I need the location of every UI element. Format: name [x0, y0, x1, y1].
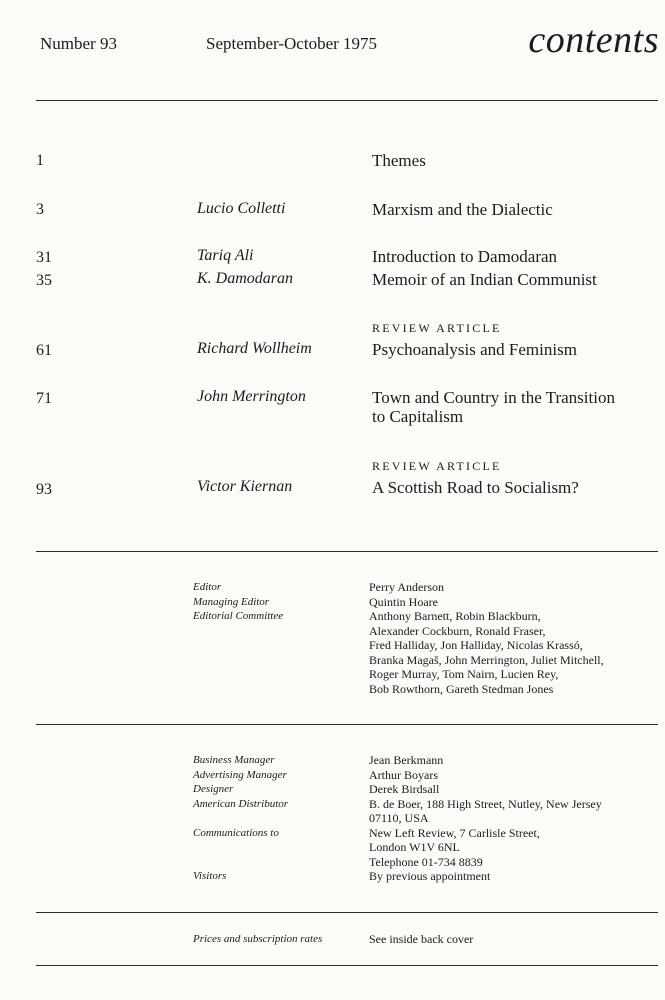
- committee-line: Alexander Cockburn, Ronald Fraser,: [369, 623, 546, 638]
- entry-title[interactable]: Memoir of an Indian Communist: [372, 270, 597, 289]
- prices-value: See inside back cover: [369, 932, 474, 946]
- visitors-label: Visitors: [193, 870, 227, 882]
- divider-business: [36, 724, 658, 725]
- entry-title[interactable]: Themes: [372, 151, 426, 170]
- committee-line: Roger Murray, Tom Nairn, Lucien Rey,: [369, 667, 559, 681]
- entry-page: 31: [36, 249, 52, 266]
- entry-page: 61: [36, 342, 52, 359]
- committee-line: Fred Halliday, Jon Halliday, Nicolas Krassó,: [369, 638, 583, 652]
- entry-title[interactable]: Psychoanalysis and Feminism: [372, 340, 577, 359]
- american-distributor-address: 07110, USA: [369, 811, 429, 825]
- managing-editor-label: Managing Editor: [193, 595, 270, 608]
- communications-label: Communications to: [193, 826, 279, 839]
- divider-top: [36, 100, 658, 101]
- communications-address: London W1V 6NL: [369, 840, 460, 854]
- review-article-label: REVIEW ARTICLE: [372, 459, 502, 473]
- american-distributor-address: B. de Boer, 188 High Street, Nutley, New Jersey: [369, 796, 602, 811]
- entry-author: Victor Kiernan: [197, 478, 293, 495]
- entry-title-continued[interactable]: to Capitalism: [372, 407, 464, 426]
- divider-editorial: [36, 551, 658, 552]
- advertising-manager-name: Arthur Boyars: [369, 767, 438, 782]
- entry-title[interactable]: Town and Country in the Transition: [372, 388, 615, 407]
- communications-address: New Left Review, 7 Carlisle Street,: [369, 825, 540, 840]
- designer-label: Designer: [193, 783, 234, 795]
- entry-title[interactable]: A Scottish Road to Socialism?: [372, 478, 579, 497]
- entry-author: Tariq Ali: [197, 247, 254, 264]
- entry-page: 3: [36, 201, 44, 218]
- page-title: contents: [528, 19, 659, 61]
- business-labels: [193, 753, 288, 884]
- editor-name: Perry Anderson: [369, 580, 444, 594]
- divider-prices: [36, 912, 658, 913]
- entry-page: 71: [36, 390, 52, 407]
- entry-title[interactable]: Marxism and the Dialectic: [372, 200, 553, 219]
- entry-author: John Merrington: [197, 388, 306, 405]
- telephone: Telephone 01-734 8839: [369, 854, 483, 869]
- entry-author: K. Damodaran: [197, 270, 294, 287]
- review-article-label: REVIEW ARTICLE: [372, 321, 502, 335]
- entry-page: 1: [36, 152, 44, 169]
- business-manager-name: Jean Berkmann: [369, 753, 444, 767]
- committee-line: Anthony Barnett, Robin Blackburn,: [369, 609, 541, 623]
- editor-label: Editor: [193, 581, 222, 593]
- entry-author: Lucio Colletti: [197, 200, 286, 217]
- issue-date: September-October 1975: [206, 34, 378, 53]
- visitors-info: By previous appointment: [369, 869, 491, 883]
- editorial-committee-label: Editorial Committee: [193, 610, 284, 622]
- entry-title[interactable]: Introduction to Damodaran: [372, 247, 558, 266]
- editorial-values: [369, 580, 604, 696]
- managing-editor-name: Quintin Hoare: [369, 594, 438, 609]
- prices-label: Prices and subscription rates: [193, 933, 323, 945]
- designer-name: Derek Birdsall: [369, 782, 440, 796]
- american-distributor-label: American Distributor: [193, 797, 289, 810]
- advertising-manager-label: Advertising Manager: [193, 768, 287, 781]
- business-values: [369, 753, 602, 884]
- entry-page: 93: [36, 481, 52, 498]
- issue-number: Number 93: [40, 34, 117, 53]
- committee-line: Bob Rowthorn, Gareth Stedman Jones: [369, 681, 554, 696]
- business-manager-label: Business Manager: [193, 754, 275, 766]
- entry-author: Richard Wollheim: [197, 340, 312, 357]
- committee-line: Branka Magaš, John Merrington, Juliet Mitchell,: [369, 652, 604, 667]
- editorial-labels: [193, 580, 283, 624]
- entry-page: 35: [36, 272, 52, 289]
- divider-bottom: [36, 965, 658, 966]
